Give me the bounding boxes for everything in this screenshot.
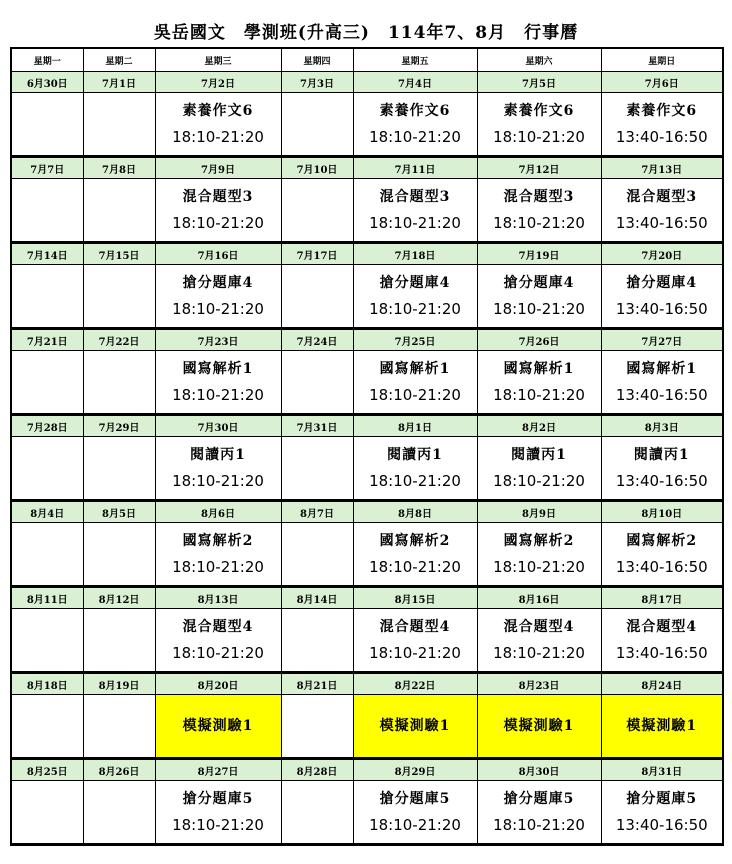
- event-cell: [601, 179, 723, 243]
- date-cell-sun: 7月6日: [601, 72, 723, 93]
- date-cell-sat: 8月9日: [477, 501, 601, 523]
- event-label: 搶分題庫5: [626, 791, 698, 807]
- event-time: 18:10-21:20: [493, 300, 585, 318]
- event-time: 18:10-21:20: [493, 214, 585, 232]
- empty-cell: [281, 781, 353, 845]
- empty-cell: [83, 781, 155, 845]
- empty-cell: [11, 93, 83, 157]
- event-label: 混合題型3: [379, 189, 451, 205]
- event-time: 18:10-21:20: [369, 128, 461, 146]
- event-cell: [155, 93, 281, 157]
- date-cell-mon: 8月11日: [11, 587, 83, 609]
- event-cell: [155, 179, 281, 243]
- weekday-sat: 星期六: [477, 48, 601, 72]
- date-cell-sun: 8月10日: [601, 501, 723, 523]
- empty-cell: [11, 523, 83, 587]
- event-label: 模擬測驗1: [626, 718, 698, 734]
- date-cell-sun: 8月31日: [601, 759, 723, 781]
- event-label: 混合題型3: [503, 189, 575, 205]
- empty-cell: [83, 437, 155, 501]
- event-cell: [353, 265, 477, 329]
- event-cell: [601, 609, 723, 673]
- event-label: 模擬測驗1: [182, 718, 254, 734]
- date-cell-sat: 7月26日: [477, 329, 601, 351]
- event-label: 素養作文6: [626, 103, 698, 119]
- empty-cell: [281, 179, 353, 243]
- date-row: [11, 759, 723, 781]
- event-label: 國寫解析2: [379, 533, 451, 549]
- event-row: [11, 351, 723, 415]
- date-cell-thu: 7月31日: [281, 415, 353, 437]
- event-time: 18:10-21:20: [493, 558, 585, 576]
- empty-cell: [83, 265, 155, 329]
- date-cell-sun: 7月20日: [601, 243, 723, 265]
- date-cell-fri: 7月25日: [353, 329, 477, 351]
- event-cell: [601, 265, 723, 329]
- event-time: 18:10-21:20: [369, 386, 461, 404]
- date-cell-mon: 7月21日: [11, 329, 83, 351]
- event-cell: [353, 351, 477, 415]
- event-label: 素養作文6: [503, 103, 575, 119]
- date-cell-sun: 8月24日: [601, 673, 723, 695]
- event-cell: [353, 523, 477, 587]
- date-cell-mon: 7月7日: [11, 157, 83, 179]
- date-cell-sun: 7月13日: [601, 157, 723, 179]
- event-time: 18:10-21:20: [369, 644, 461, 662]
- event-cell: [477, 523, 601, 587]
- event-cell: [155, 609, 281, 673]
- date-cell-sat: 7月5日: [477, 72, 601, 93]
- empty-cell: [11, 695, 83, 759]
- empty-cell: [281, 265, 353, 329]
- event-label: 素養作文6: [182, 103, 254, 119]
- event-cell: [601, 695, 723, 759]
- page-title: 吳岳國文 學測班(升高三) 114年7、8月 行事曆: [153, 23, 579, 43]
- date-cell-fri: 8月22日: [353, 673, 477, 695]
- event-cell: [477, 265, 601, 329]
- event-time: 18:10-21:20: [172, 128, 264, 146]
- event-row: [11, 437, 723, 501]
- date-cell-wed: 7月9日: [155, 157, 281, 179]
- event-cell: [155, 437, 281, 501]
- empty-cell: [83, 93, 155, 157]
- event-label: 模擬測驗1: [503, 718, 575, 734]
- date-cell-wed: 8月20日: [155, 673, 281, 695]
- date-row: [11, 501, 723, 523]
- event-time: 18:10-21:20: [172, 300, 264, 318]
- event-cell: [353, 179, 477, 243]
- event-cell: [477, 609, 601, 673]
- date-cell-thu: 8月21日: [281, 673, 353, 695]
- event-time: 18:10-21:20: [369, 214, 461, 232]
- event-label: 搶分題庫4: [379, 275, 451, 291]
- weekday-thu: 星期四: [281, 48, 353, 72]
- date-cell-wed: 8月6日: [155, 501, 281, 523]
- date-cell-fri: 8月8日: [353, 501, 477, 523]
- date-cell-thu: 8月14日: [281, 587, 353, 609]
- date-cell-sat: 7月19日: [477, 243, 601, 265]
- date-cell-thu: 7月10日: [281, 157, 353, 179]
- date-cell-mon: 7月14日: [11, 243, 83, 265]
- date-cell-tue: 8月19日: [83, 673, 155, 695]
- event-time: 13:40-16:50: [615, 816, 708, 834]
- weekday-sun: 星期日: [601, 48, 723, 72]
- event-label: 國寫解析1: [503, 361, 575, 377]
- event-time: 18:10-21:20: [369, 816, 461, 834]
- event-time: 18:10-21:20: [369, 558, 461, 576]
- event-label: 混合題型4: [626, 619, 698, 635]
- date-cell-tue: 8月5日: [83, 501, 155, 523]
- date-row: [11, 157, 723, 179]
- date-cell-fri: 7月18日: [353, 243, 477, 265]
- event-label: 混合題型4: [379, 619, 451, 635]
- date-cell-sun: 8月17日: [601, 587, 723, 609]
- empty-cell: [11, 351, 83, 415]
- event-row: [11, 609, 723, 673]
- empty-cell: [281, 437, 353, 501]
- date-cell-mon: 6月30日: [11, 72, 83, 93]
- event-label: 素養作文6: [379, 103, 451, 119]
- event-cell: [353, 781, 477, 845]
- event-time: 13:40-16:50: [615, 644, 708, 662]
- event-cell: [353, 695, 477, 759]
- event-row: [11, 523, 723, 587]
- event-cell: [477, 93, 601, 157]
- date-cell-mon: 7月28日: [11, 415, 83, 437]
- event-cell: [477, 781, 601, 845]
- date-cell-thu: 7月24日: [281, 329, 353, 351]
- event-label: 國寫解析2: [503, 533, 575, 549]
- event-time: 13:40-16:50: [615, 214, 708, 232]
- event-label: 國寫解析1: [379, 361, 451, 377]
- event-time: 18:10-21:20: [493, 128, 585, 146]
- date-cell-fri: 8月15日: [353, 587, 477, 609]
- event-label: 國寫解析2: [626, 533, 698, 549]
- date-cell-wed: 8月13日: [155, 587, 281, 609]
- event-label: 混合題型3: [626, 189, 698, 205]
- date-row: [11, 72, 723, 93]
- event-label: 國寫解析1: [182, 361, 254, 377]
- event-cell: [601, 351, 723, 415]
- date-cell-mon: 8月4日: [11, 501, 83, 523]
- date-cell-sat: 8月2日: [477, 415, 601, 437]
- event-label: 搶分題庫4: [626, 275, 698, 291]
- date-cell-wed: 7月16日: [155, 243, 281, 265]
- event-label: 閱讀丙1: [190, 447, 246, 463]
- date-cell-thu: 8月7日: [281, 501, 353, 523]
- date-cell-tue: 7月15日: [83, 243, 155, 265]
- weekday-fri: 星期五: [353, 48, 477, 72]
- date-row: [11, 329, 723, 351]
- event-cell: [155, 781, 281, 845]
- event-time: 18:10-21:20: [172, 816, 264, 834]
- event-label: 國寫解析1: [626, 361, 698, 377]
- event-cell: [601, 93, 723, 157]
- empty-cell: [83, 609, 155, 673]
- event-time: 18:10-21:20: [172, 214, 264, 232]
- date-cell-sat: 8月23日: [477, 673, 601, 695]
- date-cell-sat: 8月16日: [477, 587, 601, 609]
- event-cell: [353, 437, 477, 501]
- event-cell: [601, 523, 723, 587]
- weekday-wed: 星期三: [155, 48, 281, 72]
- date-cell-sat: 7月12日: [477, 157, 601, 179]
- weekday-mon: 星期一: [11, 48, 83, 72]
- date-row: [11, 673, 723, 695]
- event-time: 18:10-21:20: [172, 386, 264, 404]
- event-label: 搶分題庫5: [503, 791, 575, 807]
- empty-cell: [83, 523, 155, 587]
- empty-cell: [83, 179, 155, 243]
- event-time: 18:10-21:20: [493, 644, 585, 662]
- event-time: 13:40-16:50: [615, 386, 708, 404]
- weekday-header-row: [11, 48, 723, 72]
- date-row: [11, 415, 723, 437]
- event-label: 閱讀丙1: [387, 447, 443, 463]
- date-cell-mon: 8月18日: [11, 673, 83, 695]
- date-cell-sun: 8月3日: [601, 415, 723, 437]
- event-label: 搶分題庫5: [182, 791, 254, 807]
- date-cell-fri: 7月11日: [353, 157, 477, 179]
- event-label: 模擬測驗1: [379, 718, 451, 734]
- date-cell-thu: 8月28日: [281, 759, 353, 781]
- date-cell-fri: 8月29日: [353, 759, 477, 781]
- event-cell: [353, 609, 477, 673]
- date-cell-sun: 7月27日: [601, 329, 723, 351]
- empty-cell: [11, 781, 83, 845]
- date-cell-tue: 7月1日: [83, 72, 155, 93]
- event-label: 閱讀丙1: [633, 447, 690, 463]
- empty-cell: [281, 523, 353, 587]
- event-label: 混合題型4: [503, 619, 575, 635]
- date-cell-wed: 7月30日: [155, 415, 281, 437]
- event-time: 18:10-21:20: [172, 558, 264, 576]
- event-time: 13:40-16:50: [615, 300, 708, 318]
- event-cell: [601, 437, 723, 501]
- event-label: 混合題型4: [182, 619, 254, 635]
- event-row: [11, 781, 723, 845]
- event-time: 18:10-21:20: [369, 300, 461, 318]
- event-label: 混合題型3: [182, 189, 254, 205]
- event-cell: [601, 781, 723, 845]
- event-label: 閱讀丙1: [511, 447, 567, 463]
- event-time: 18:10-21:20: [172, 644, 264, 662]
- event-row: [11, 179, 723, 243]
- empty-cell: [11, 437, 83, 501]
- event-cell: [353, 93, 477, 157]
- weekday-tue: 星期二: [83, 48, 155, 72]
- event-time: 18:10-21:20: [493, 816, 585, 834]
- date-cell-fri: 8月1日: [353, 415, 477, 437]
- empty-cell: [83, 695, 155, 759]
- event-cell: [477, 695, 601, 759]
- event-label: 搶分題庫4: [182, 275, 254, 291]
- event-time: 18:10-21:20: [172, 472, 264, 490]
- event-time: 13:40-16:50: [615, 558, 708, 576]
- event-row: [11, 265, 723, 329]
- event-cell: [155, 351, 281, 415]
- event-time: 13:40-16:50: [615, 128, 708, 146]
- date-cell-mon: 8月25日: [11, 759, 83, 781]
- date-cell-wed: 7月23日: [155, 329, 281, 351]
- date-cell-fri: 7月4日: [353, 72, 477, 93]
- event-label: 國寫解析2: [182, 533, 254, 549]
- event-cell: [477, 437, 601, 501]
- empty-cell: [281, 609, 353, 673]
- empty-cell: [11, 265, 83, 329]
- event-time: 18:10-21:20: [493, 386, 585, 404]
- date-cell-thu: 7月3日: [281, 72, 353, 93]
- event-time: 18:10-21:20: [493, 472, 585, 490]
- empty-cell: [281, 695, 353, 759]
- date-row: [11, 587, 723, 609]
- event-cell: [155, 695, 281, 759]
- date-cell-wed: 8月27日: [155, 759, 281, 781]
- event-cell: [477, 179, 601, 243]
- empty-cell: [11, 179, 83, 243]
- event-cell: [477, 351, 601, 415]
- calendar-table: [10, 47, 724, 846]
- event-label: 搶分題庫4: [503, 275, 575, 291]
- date-cell-tue: 8月12日: [83, 587, 155, 609]
- date-row: [11, 243, 723, 265]
- empty-cell: [281, 351, 353, 415]
- event-row: [11, 93, 723, 157]
- date-cell-wed: 7月2日: [155, 72, 281, 93]
- event-cell: [155, 523, 281, 587]
- date-cell-tue: 8月26日: [83, 759, 155, 781]
- event-row: [11, 695, 723, 759]
- empty-cell: [281, 93, 353, 157]
- empty-cell: [11, 609, 83, 673]
- date-cell-tue: 7月22日: [83, 329, 155, 351]
- date-cell-tue: 7月8日: [83, 157, 155, 179]
- empty-cell: [83, 351, 155, 415]
- date-cell-thu: 7月17日: [281, 243, 353, 265]
- date-cell-sat: 8月30日: [477, 759, 601, 781]
- event-label: 搶分題庫5: [379, 791, 451, 807]
- date-cell-tue: 7月29日: [83, 415, 155, 437]
- event-cell: [155, 265, 281, 329]
- event-time: 13:40-16:50: [615, 472, 708, 490]
- event-time: 18:10-21:20: [369, 472, 461, 490]
